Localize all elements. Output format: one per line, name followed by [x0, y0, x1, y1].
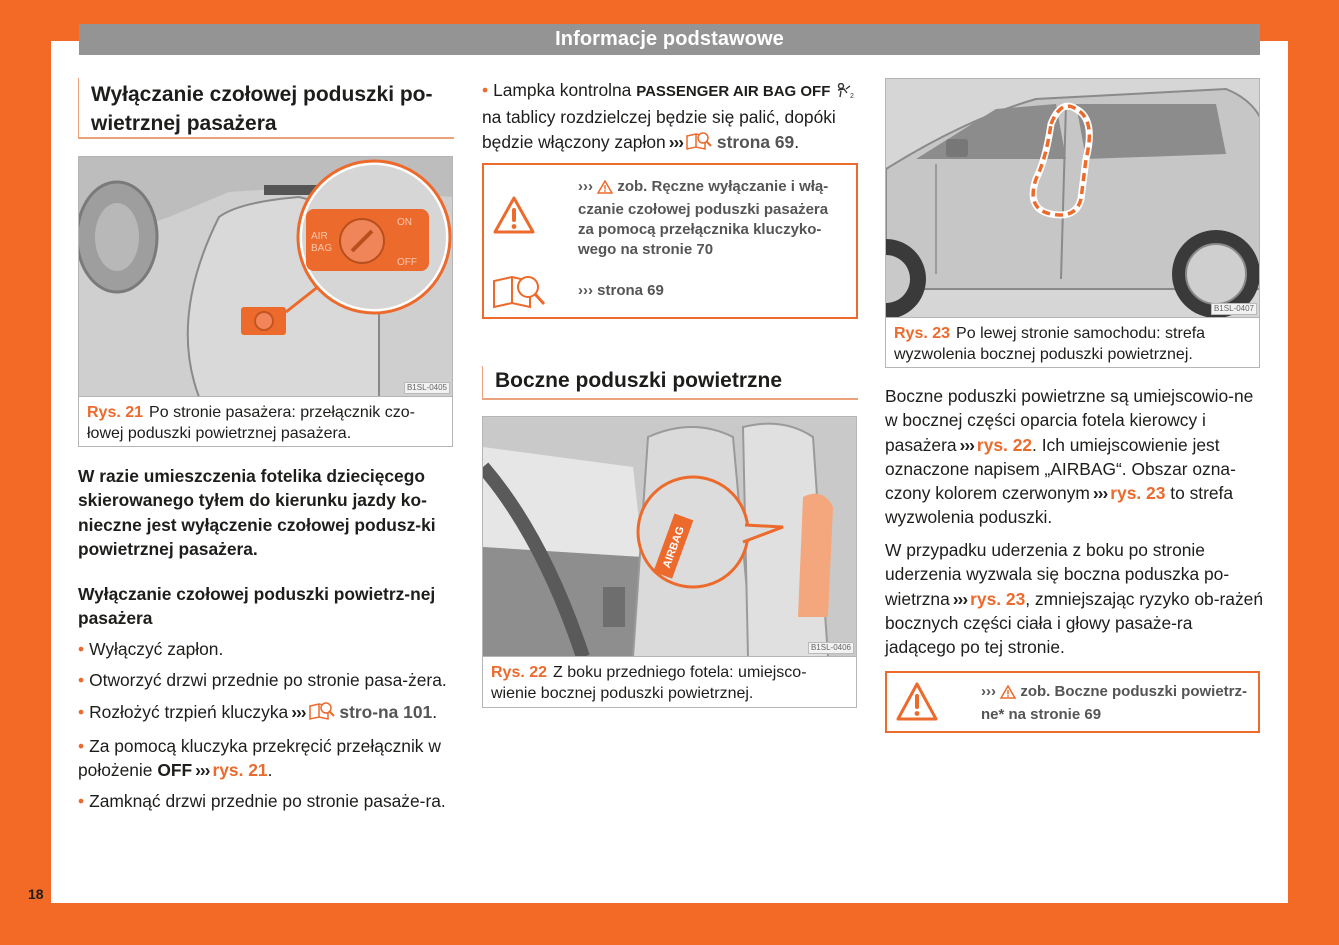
warning-ref-link[interactable]: zob. Boczne poduszki powietrz-ne* na stronie 69 — [981, 683, 1248, 723]
step-1 — [78, 637, 454, 661]
figure-22-caption — [483, 657, 856, 708]
step-text: Otworzyć drzwi przednie po stronie pasa-żera. — [89, 670, 447, 691]
arrows-icon: ››› — [959, 434, 974, 455]
para-text: to strefa wyzwolenia poduszki. — [885, 483, 1234, 528]
warning-ref-link[interactable]: zob. Ręczne wyłączanie i włą-czanie czołowej poduszki pasażera za pomocą przełącznika kluczyko-wego na stronie 70 — [578, 178, 829, 258]
step-4 — [78, 734, 454, 783]
page-ref-link[interactable]: strona 69 — [716, 131, 795, 152]
page-number: 18 — [28, 886, 44, 902]
step-2 — [78, 668, 454, 692]
bullet-icon: • — [78, 701, 85, 722]
caption-text: Po lewej stronie samochodu: strefa wyzwolenia bocznej poduszki powietrznej. — [894, 325, 1206, 363]
warning-text — [578, 177, 848, 260]
indicator-label: PASSENGER AIR BAG OFF — [636, 83, 831, 100]
caption-text: Po stronie pasażera: przełącznik czo-łowej poduszki powietrznej pasażera. — [87, 404, 415, 442]
lamp-text: na tablicy rozdzielczej będzie się palić, dopóki będzie włączony zapłon — [482, 107, 836, 152]
suffix: . — [432, 701, 438, 722]
heading-line-1: Wyłączanie czołowej poduszki po- — [91, 83, 433, 106]
reference-text — [578, 281, 664, 301]
bullet-icon: • — [78, 791, 85, 812]
figure-ref-link[interactable]: rys. 21 — [212, 760, 268, 781]
step-text: Rozłożyć trzpień kluczyka — [89, 701, 289, 722]
dashboard-switch-illustration — [79, 157, 452, 397]
passenger-airbag-off-icon — [835, 81, 855, 105]
arrows-icon: ››› — [952, 588, 968, 609]
page-ref-link[interactable]: strona 69 — [597, 282, 664, 299]
step-text: Za pomocą kluczyka przekręcić przełącznik w położenie — [78, 735, 441, 781]
lamp-prefix: Lampka kontrolna — [493, 80, 632, 100]
airbag-tag-text: AIRBAG — [660, 524, 687, 570]
warning-triangle-icon — [492, 195, 536, 240]
book-search-icon — [309, 701, 335, 727]
para-text: W przypadku uderzenia z boku po stronie uderzenia wyzwala się boczna poduszka po-wietrzna — [885, 540, 1230, 609]
figure-23-link[interactable]: rys. 23 — [970, 588, 1026, 609]
switch-label-on: ON — [397, 217, 412, 228]
bullet-icon: • — [78, 639, 85, 659]
figure-21 — [78, 156, 453, 447]
svg-text:2: 2 — [850, 93, 855, 99]
section-header: Informacje podstawowe — [79, 24, 1260, 55]
step-text: Wyłączyć zapłon. — [89, 639, 224, 659]
figure-21-image — [79, 157, 452, 397]
suffix: . — [794, 131, 800, 152]
para-text: . Ich umiejscowienie jest oznaczone napisem „AIRBAG“. Obszar ozna-czony kolorem czerwonym — [885, 434, 1236, 504]
bullet-icon: • — [78, 735, 85, 756]
warning-box-front-airbag — [482, 163, 858, 319]
switch-label-air: AIR — [311, 231, 328, 242]
figure-21-caption — [79, 397, 452, 448]
warning-box-side-airbags — [885, 671, 1260, 733]
switch-label-bag: BAG — [311, 243, 333, 254]
figure-22-image — [483, 417, 856, 657]
arrows-icon: ››› — [578, 282, 593, 299]
off-label: OFF — [157, 760, 193, 781]
arrows-icon: ››› — [668, 131, 684, 152]
step-3 — [78, 700, 454, 727]
side-airbag-paragraph-2 — [885, 538, 1265, 659]
para-text: Boczne poduszki powietrzne są umiejscowio-ne w bocznej części oparcia fotela kierowcy i pasażera — [885, 386, 1254, 455]
warning-small-icon — [597, 180, 613, 200]
bullet-icon: • — [78, 670, 85, 691]
step-text: Zamknąć drzwi przednie po stronie pasaże-ra. — [89, 791, 446, 812]
para-text: , zmniejszając ryzyko ob-rażeń bocznych części ciała i głowy pasaże-ra jadącego po tej stronie. — [885, 588, 1264, 658]
caption-text: Z boku przedniego fotela: umiejsco-wienie bocznej poduszki powietrznej. — [491, 664, 807, 702]
figure-23-link[interactable]: rys. 23 — [1110, 483, 1166, 504]
suffix: . — [267, 760, 273, 781]
section-heading-side-airbags: Boczne poduszki powietrzne — [482, 366, 858, 400]
side-airbag-paragraph-1 — [885, 384, 1265, 530]
warning-triangle-icon — [895, 681, 939, 728]
figure-code: B1SL-0407 — [1211, 303, 1257, 315]
arrows-icon: ››› — [195, 760, 210, 781]
figure-23-image — [886, 79, 1259, 318]
figure-code: B1SL-0405 — [404, 382, 450, 394]
seat-airbag-illustration — [483, 417, 856, 657]
figure-23 — [885, 78, 1260, 368]
step-5 — [78, 789, 454, 813]
bullet-icon: • — [482, 80, 489, 100]
procedure-steps — [78, 637, 454, 821]
book-search-icon — [686, 131, 712, 157]
arrows-icon: ››› — [1092, 483, 1108, 504]
figure-23-caption — [886, 318, 1259, 369]
lamp-item — [482, 78, 862, 157]
section-heading-front-airbag — [78, 78, 454, 139]
figure-code: B1SL-0406 — [808, 642, 854, 654]
figure-22 — [482, 416, 857, 708]
figure-label: Rys. 21 — [87, 404, 144, 421]
figure-label: Rys. 23 — [894, 325, 951, 342]
warning-small-icon — [1000, 685, 1016, 705]
switch-label-off: OFF — [397, 257, 417, 268]
figure-label: Rys. 22 — [491, 664, 548, 681]
car-side-illustration — [886, 79, 1259, 318]
figure-22-link[interactable]: rys. 22 — [976, 434, 1033, 455]
heading-line-2: wietrznej pasażera — [91, 112, 277, 135]
book-search-icon — [492, 273, 552, 316]
intro-paragraph: W razie umieszczenia fotelika dziecięcego skierowanego tyłem do kierunku jazdy ko-nieczne jest wyłączenie czołowej podusz-ki powietrznej pasażera. — [78, 466, 436, 559]
arrows-icon: ››› — [578, 178, 593, 195]
arrows-icon: ››› — [291, 701, 306, 722]
page-ref-link[interactable]: stro-na 101 — [339, 701, 433, 722]
arrows-icon: ››› — [981, 683, 996, 700]
procedure-heading: Wyłączanie czołowej poduszki powietrz-nej pasażera — [78, 584, 436, 629]
warning-text — [981, 682, 1251, 725]
